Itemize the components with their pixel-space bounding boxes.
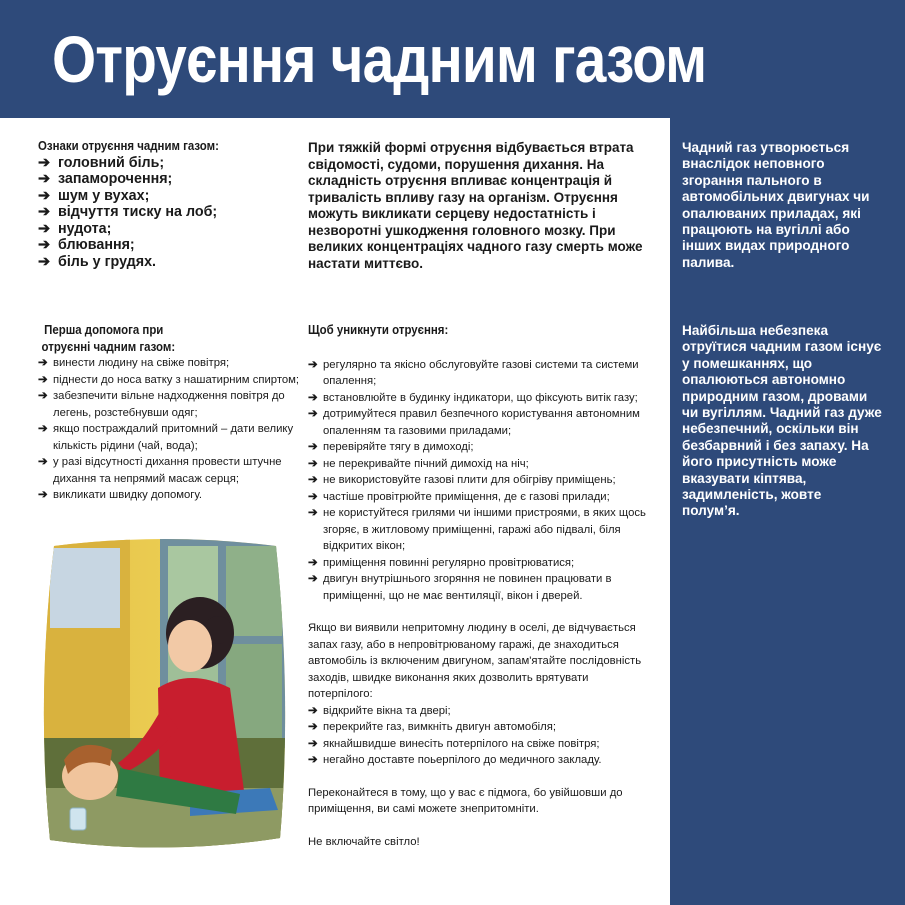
sidebar-paragraph-danger: Найбільша небезпека отруїтися чадним газом існує у помешканнях, що опалюються автономно природним газом, дровами чи вугіллям. Чадний газ дуже небезпечний, оскільки він безбарвний і без запаху. На його присутність може вказувати кіптява, задимленість, жовте полум’я. [682,323,882,519]
prevention-item [308,571,650,604]
arrow-icon: ➔ [308,457,318,470]
first-aid-item-text: якщо постраждалий притомний – дати велику кількість рідини (чай, вода); [53,423,294,452]
arrow-icon: ➔ [38,204,50,220]
prevention-item [308,390,650,407]
first-aid-item [38,487,300,504]
arrow-icon: ➔ [308,737,318,750]
arrow-icon: ➔ [308,391,318,404]
arrow-icon: ➔ [38,390,48,402]
prevention-section [308,322,650,850]
no-light-text: Не включайте світло! [308,835,420,848]
unconscious-step-item-text: відкрийте вікна та двері; [323,704,451,717]
first-aid-illustration [40,538,290,850]
prevention-item-text: встановлюйте в будинку індикатори, що фіксують витік газу; [323,391,638,404]
symptom-item [38,171,288,188]
arrow-icon: ➔ [308,721,318,733]
arrow-icon: ➔ [308,358,318,371]
arrow-icon: ➔ [38,187,50,204]
symptom-item-text: біль у грудях. [58,253,157,270]
symptoms-list [38,155,288,271]
first-aid-item-text: забезпечити вільне надходження повітря до легень, розстебнувши одяг; [53,390,285,419]
first-aid-item-text: піднести до носа ватку з нашатирним спиртом; [53,373,300,386]
arrow-icon: ➔ [38,489,48,501]
arrow-icon: ➔ [308,556,318,569]
first-aid-item [38,355,300,372]
warning-text: Переконайтеся в тому, що у вас є підмога, бо увійшовши до приміщення, ви самі можете знепритомніти. [308,786,623,815]
symptom-item-text: запаморочення; [58,171,173,187]
prevention-item-text: не користуйтеся грилями чи іншими пристроями, в яких щось згоряє, в житловому приміщенні, гаражі або підвалі, біля відкритих вікон; [323,507,646,552]
symptom-item-text: відчуття тиску на лоб; [58,204,218,220]
arrow-icon: ➔ [308,573,318,585]
symptom-item-text: головний біль; [58,154,165,171]
arrow-icon: ➔ [38,253,50,270]
symptom-item-text: шум у вухах; [58,187,150,204]
arrow-icon: ➔ [308,441,318,453]
title-banner [0,0,905,118]
arrow-icon: ➔ [308,704,318,717]
first-aid-item-text: винести людину на свіже повітря; [53,357,230,369]
prevention-item [308,439,650,456]
first-aid-item [38,372,300,389]
arrow-icon: ➔ [308,507,318,519]
arrow-icon: ➔ [308,408,318,420]
prevention-item [308,472,650,489]
unconscious-step-item-text: перекрийте газ, вимкніть двигун автомобіля; [323,721,557,733]
arrow-icon: ➔ [38,171,50,187]
symptom-item [38,204,288,221]
symptom-item-text: блювання; [58,237,135,253]
arrow-icon: ➔ [308,490,318,503]
page-title: Отруєння чадним газом [52,22,707,96]
prevention-list [308,357,650,605]
arrow-icon: ➔ [38,357,48,369]
first-aid-item [38,388,300,421]
first-aid-item-text: у разі відсутності дихання провести штучне дихання та непрямий масаж серця; [53,456,282,485]
unconscious-step-item [308,703,650,720]
prevention-item [308,406,650,439]
unconscious-step-item-text: негайно доставте поьерпілого до медичного закладу. [323,754,602,766]
symptom-item [38,237,288,254]
prevention-item [308,505,650,555]
symptom-item-text: нудота; [58,220,112,237]
unconscious-step-item [308,752,650,769]
prevention-item-text: частіше провітрюйте приміщення, де є газові прилади; [323,490,610,503]
prevention-item-text: перевіряйте тягу в димоході; [323,441,474,453]
arrow-icon: ➔ [308,474,318,486]
arrow-icon: ➔ [38,237,50,253]
unconscious-step-item [308,736,650,753]
arrow-icon: ➔ [38,456,48,468]
prevention-item-text: не перекривайте пічний димохід на ніч; [323,457,529,470]
prevention-item-text: приміщення повинні регулярно провітрюватися; [323,556,575,569]
prevention-item-text: дотримуйтеся правил безпечного користування автономним опаленням та газовими приладами; [323,408,640,437]
first-aid-item [38,454,300,487]
prevention-item [308,456,650,473]
first-aid-section [38,322,300,504]
arrow-icon: ➔ [38,154,50,171]
severe-form-paragraph: При тяжкій формі отруєння відбувається втрата свідомості, судоми, порушення дихання. На складність отруєння впливає концентрація й тривалість впливу газу на організм. Отруєння можуть викликати серцеву недостатність і незворотні ушкодження головного мозку. При великих концентраціях чадного газу смерть може настати миттєво. [308,140,643,271]
prevention-item-text: двигун внутрішнього згоряння не повинен працювати в приміщенні, що не має вентиляції, вікон і дверей. [323,573,612,602]
unconscious-step-item [308,719,650,736]
prevention-item-text: регулярно та якісно обслуговуйте газові системи та системи опалення; [323,358,639,387]
prevention-item [308,555,650,572]
first-aid-item [38,421,300,454]
prevention-item-text: не використовуйте газові плити для обігріву приміщень; [323,474,616,486]
unconscious-step-item-text: якнайшвидше винесіть потерпілого на свіже повітря; [323,737,600,750]
unconscious-intro: Якщо ви виявили непритомну людину в оселі, де відчувається запах газу, або в непровітрюваному гаражі, де знаходиться автомобіль із включеним двигуном, запам'ятайте послідовність заходів, швидке виконання яких дозволить врятувати потерпілого: [308,622,642,700]
prevention-item [308,489,650,506]
first-aid-heading-line1: Перша допомога при [44,322,164,337]
first-aid-list [38,355,300,504]
symptom-item [38,188,288,205]
symptoms-heading: Ознаки отруєння чадним газом: [38,138,219,153]
arrow-icon: ➔ [38,220,50,237]
arrow-icon: ➔ [38,373,48,386]
arrow-icon: ➔ [38,423,48,435]
prevention-heading: Щоб уникнути отруєння: [308,322,449,337]
arrow-icon: ➔ [308,754,318,766]
unconscious-steps-list [308,703,650,769]
symptom-item [38,254,288,271]
first-aid-heading-line2: отруєнні чадним газом: [41,338,176,354]
symptom-item [38,221,288,238]
first-aid-item-text: викликати швидку допомогу. [53,489,203,501]
symptom-item [38,155,288,172]
prevention-item [308,357,650,390]
symptoms-section [38,138,288,270]
sidebar-paragraph-source: Чадний газ утворюється внаслідок неповного згорання пального в автомобільних двигунах чи опалюваних приладах, які працюють на вугіллі або інших видах природного палива. [682,140,870,270]
